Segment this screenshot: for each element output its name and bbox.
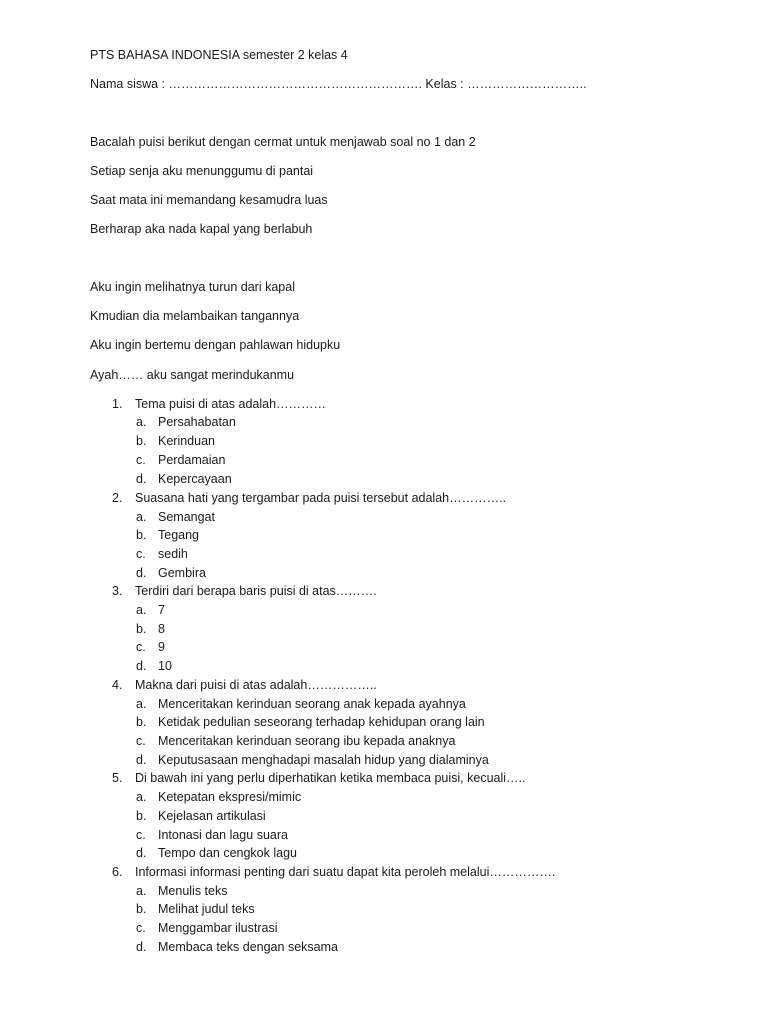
option-letter: c. xyxy=(136,640,146,654)
poem-line: Saat mata ini memandang kesamudra luas xyxy=(90,193,328,207)
option-text: Kepercayaan xyxy=(158,472,232,486)
instruction-text: Bacalah puisi berikut dengan cermat untuk menjawab soal no 1 dan 2 xyxy=(90,135,476,149)
option-1b xyxy=(136,433,215,449)
option-letter: a. xyxy=(136,697,147,711)
student-name-class-line: Nama siswa : ……………………………………………………. Kelas : ……………………….. xyxy=(90,77,587,91)
option-5a xyxy=(136,789,301,805)
option-text: Menceritakan kerinduan seorang ibu kepada anaknya xyxy=(158,734,456,748)
option-letter: d. xyxy=(136,846,147,860)
option-text: Ketepatan ekspresi/mimic xyxy=(158,790,302,804)
option-6b xyxy=(136,901,255,917)
poem-line: Berharap aka nada kapal yang berlabuh xyxy=(90,222,313,236)
option-letter: d. xyxy=(136,566,147,580)
question-number: 4. xyxy=(112,678,123,692)
option-letter: d. xyxy=(136,659,147,673)
option-letter: c. xyxy=(136,547,146,561)
option-text: Menceritakan kerinduan seorang anak kepada ayahnya xyxy=(158,697,466,711)
question-2 xyxy=(112,490,506,506)
option-letter: a. xyxy=(136,790,147,804)
option-letter: b. xyxy=(136,809,147,823)
option-text: Perdamaian xyxy=(158,453,226,467)
question-3 xyxy=(112,583,377,599)
question-text: Tema puisi di atas adalah………… xyxy=(135,397,327,411)
poem-line: Kmudian dia melambaikan tangannya xyxy=(90,309,300,323)
option-letter: a. xyxy=(136,603,147,617)
option-text: Intonasi dan lagu suara xyxy=(158,828,288,842)
question-number: 2. xyxy=(112,491,123,505)
poem-line: Ayah…… aku sangat merindukanmu xyxy=(90,368,295,382)
option-letter: d. xyxy=(136,940,147,954)
question-text: Informasi informasi penting dari suatu dapat kita peroleh melalui……………. xyxy=(135,865,556,879)
option-1c xyxy=(136,452,225,468)
option-text: Menggambar ilustrasi xyxy=(158,921,278,935)
option-6d xyxy=(136,939,338,955)
question-text: Makna dari puisi di atas adalah…………….. xyxy=(135,678,377,692)
option-2b xyxy=(136,527,199,543)
option-text: Keputusasaan menghadapi masalah hidup yang dialaminya xyxy=(158,753,489,767)
question-5 xyxy=(112,770,525,786)
option-letter: c. xyxy=(136,828,146,842)
option-3c xyxy=(136,639,165,655)
option-4c xyxy=(136,733,455,749)
question-4 xyxy=(112,677,377,693)
option-5b xyxy=(136,808,266,824)
option-4b xyxy=(136,714,485,730)
option-2c xyxy=(136,546,188,562)
poem-line: Aku ingin bertemu dengan pahlawan hidupku xyxy=(90,338,341,352)
option-3d xyxy=(136,658,172,674)
question-text: Di bawah ini yang perlu diperhatikan ketika membaca puisi, kecuali….. xyxy=(135,771,526,785)
option-letter: b. xyxy=(136,902,147,916)
option-4d xyxy=(136,752,489,768)
option-3a xyxy=(136,602,165,618)
option-text: 8 xyxy=(158,622,165,636)
option-letter: b. xyxy=(136,528,147,542)
option-text: Ketidak pedulian seseorang terhadap kehidupan orang lain xyxy=(158,715,485,729)
question-number: 3. xyxy=(112,584,123,598)
option-letter: d. xyxy=(136,472,147,486)
option-letter: c. xyxy=(136,734,146,748)
option-1a xyxy=(136,414,236,430)
document-title: PTS BAHASA INDONESIA semester 2 kelas 4 xyxy=(90,48,348,62)
option-text: sedih xyxy=(158,547,188,561)
option-letter: b. xyxy=(136,622,147,636)
option-letter: c. xyxy=(136,453,146,467)
poem-line: Setiap senja aku menunggumu di pantai xyxy=(90,164,314,178)
option-text: Kerinduan xyxy=(158,434,215,448)
option-text: 10 xyxy=(158,659,172,673)
option-letter: d. xyxy=(136,753,147,767)
option-text: Tegang xyxy=(158,528,200,542)
option-text: Kejelasan artikulasi xyxy=(158,809,266,823)
option-2d xyxy=(136,565,206,581)
option-text: Persahabatan xyxy=(158,415,236,429)
question-text: Terdiri dari berapa baris puisi di atas………. xyxy=(135,584,377,598)
option-letter: a. xyxy=(136,415,147,429)
option-text: Gembira xyxy=(158,566,206,580)
option-letter: a. xyxy=(136,884,147,898)
option-6a xyxy=(136,883,227,899)
option-2a xyxy=(136,509,215,525)
question-number: 6. xyxy=(112,865,123,879)
option-letter: a. xyxy=(136,510,147,524)
option-4a xyxy=(136,696,466,712)
option-text: Tempo dan cengkok lagu xyxy=(158,846,297,860)
question-number: 1. xyxy=(112,397,123,411)
option-5c xyxy=(136,827,288,843)
option-5d xyxy=(136,845,297,861)
option-text: 7 xyxy=(158,603,165,617)
option-letter: b. xyxy=(136,434,147,448)
question-1 xyxy=(112,396,326,412)
option-letter: b. xyxy=(136,715,147,729)
option-text: Semangat xyxy=(158,510,215,524)
option-1d xyxy=(136,471,232,487)
option-letter: c. xyxy=(136,921,146,935)
option-text: Menulis teks xyxy=(158,884,228,898)
question-6 xyxy=(112,864,555,880)
option-6c xyxy=(136,920,278,936)
option-text: Membaca teks dengan seksama xyxy=(158,940,338,954)
question-text: Suasana hati yang tergambar pada puisi tersebut adalah………….. xyxy=(135,491,507,505)
question-number: 5. xyxy=(112,771,123,785)
option-text: 9 xyxy=(158,640,165,654)
poem-line: Aku ingin melihatnya turun dari kapal xyxy=(90,280,295,294)
option-3b xyxy=(136,621,165,637)
option-text: Melihat judul teks xyxy=(158,902,255,916)
